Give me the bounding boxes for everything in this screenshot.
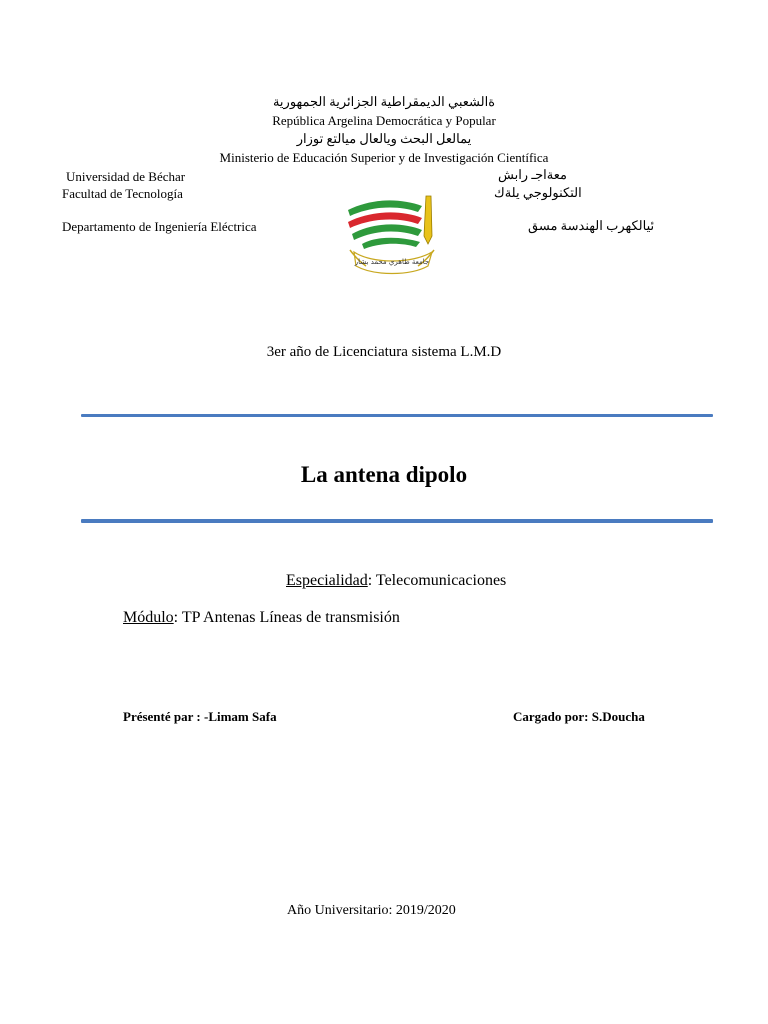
module-label: Módulo bbox=[123, 609, 174, 626]
university-name: Universidad de Béchar bbox=[66, 169, 186, 184]
speciality-label: Especialidad bbox=[286, 572, 368, 589]
department-name: Departamento de Ingeniería Eléctrica bbox=[62, 219, 257, 234]
speciality-value: : Telecomunicaciones bbox=[367, 572, 507, 589]
academic-year: Año Universitario: 2019/2020 bbox=[287, 903, 456, 918]
university-logo-icon bbox=[342, 188, 442, 282]
arabic-header-line-1: ةالشعبي الديمقراطية الجزائرية الجمهورية bbox=[272, 94, 496, 109]
faculty-name: Facultad de Tecnología bbox=[62, 186, 183, 201]
title-rule-bottom bbox=[81, 519, 713, 523]
university-name-arabic: معةاجـ رابش bbox=[498, 167, 567, 182]
title-rule-top bbox=[81, 414, 713, 417]
arabic-header-line-2: يمالعل البحث ويالعال ميالتع توزار bbox=[296, 131, 472, 146]
module-line bbox=[123, 609, 400, 627]
presented-by: Présenté par : -Limam Safa bbox=[123, 709, 277, 724]
document-title: La antena dipolo bbox=[300, 462, 468, 487]
ministry-name: Ministerio de Educación Superior y de Investigación Científica bbox=[219, 150, 549, 165]
republic-name: República Argelina Democrática y Popular bbox=[272, 113, 496, 128]
department-name-arabic: ئيالكهرب الهندسة مسق bbox=[528, 218, 655, 233]
course-level: 3er año de Licenciatura sistema L.M.D bbox=[266, 344, 502, 360]
logo-text: جامعة طاهري محمد بشار bbox=[354, 258, 430, 266]
module-value: : TP Antenas Líneas de transmisión bbox=[173, 609, 400, 626]
faculty-name-arabic: التكنولوجي يلةك bbox=[494, 185, 582, 200]
university-logo bbox=[342, 188, 442, 282]
loaded-by: Cargado por: S.Doucha bbox=[513, 709, 645, 724]
speciality-line bbox=[286, 572, 506, 590]
